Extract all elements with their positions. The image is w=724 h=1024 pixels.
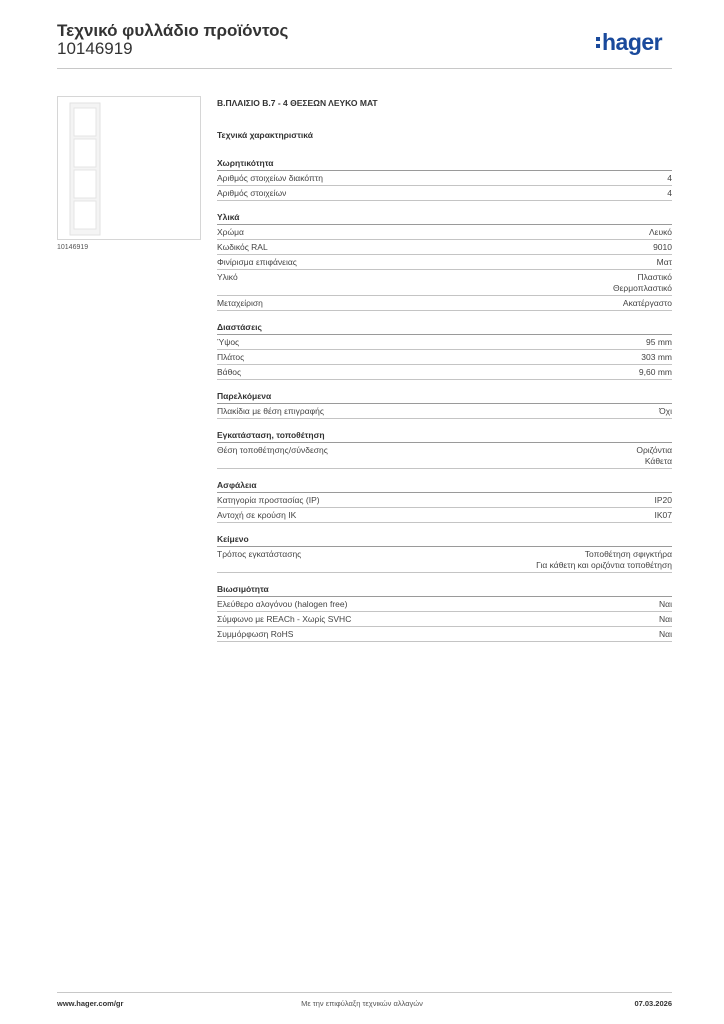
image-caption: 10146919 <box>57 244 89 251</box>
spec-group <box>217 582 672 642</box>
spec-label: Πλακίδια με θέση επιγραφής <box>217 406 324 416</box>
spec-label: Ελεύθερο αλογόνου (halogen free) <box>217 599 348 609</box>
spec-value: 4 <box>667 188 672 198</box>
group-title: Εγκατάσταση, τοποθέτηση <box>217 428 672 443</box>
spec-label: Κωδικός RAL <box>217 242 268 252</box>
spec-value: Πλαστικό Θερμοπλαστικό <box>612 272 672 293</box>
spec-value: Λευκό <box>649 227 672 237</box>
spec-row <box>217 255 672 270</box>
spec-group <box>217 156 672 201</box>
spec-value: Ματ <box>656 257 672 267</box>
document-title: Τεχνικό φυλλάδιο προϊόντος <box>57 21 289 40</box>
spec-row <box>217 404 672 419</box>
spec-label: Μεταχείριση <box>217 298 263 308</box>
footer-notice: Με την επιφύλαξη τεχνικών αλλαγών <box>301 999 423 1008</box>
spec-label: Χρώμα <box>217 227 244 237</box>
spec-value: 9010 <box>653 242 672 252</box>
spec-label: Φινίρισμα επιφάνειας <box>217 257 297 267</box>
group-title: Χωρητικότητα <box>217 156 672 171</box>
group-title: Παρελκόμενα <box>217 389 672 404</box>
spec-row <box>217 186 672 201</box>
spec-group <box>217 428 672 469</box>
hager-logo <box>596 29 662 55</box>
spec-group <box>217 389 672 419</box>
product-code: 10146919 <box>57 39 133 58</box>
spec-label: Θέση τοποθέτησης/σύνδεσης <box>217 445 328 455</box>
spec-row <box>217 240 672 255</box>
spec-label: Βάθος <box>217 367 242 377</box>
group-title: Κείμενο <box>217 532 672 547</box>
spec-value: Όχι <box>659 406 672 416</box>
spec-row <box>217 296 672 311</box>
spec-value: 4 <box>667 173 672 183</box>
footer-date: 07.03.2026 <box>634 999 672 1008</box>
logo-text: hager <box>602 29 663 55</box>
spec-content <box>217 96 672 642</box>
section-title: Τεχνικά χαρακτηριστικά <box>217 130 313 140</box>
header-divider <box>57 68 672 69</box>
group-title: Βιωσιμότητα <box>217 582 672 597</box>
spec-row <box>217 493 672 508</box>
spec-group <box>217 478 672 523</box>
spec-groups <box>217 156 672 642</box>
spec-value: Ναι <box>659 614 672 624</box>
spec-label: Κατηγορία προστασίας (IP) <box>217 495 320 505</box>
spec-label: Αριθμός στοιχείων διακόπτη <box>217 173 323 183</box>
spec-row <box>217 612 672 627</box>
spec-label: Αριθμός στοιχείων <box>217 188 287 198</box>
footer-divider <box>57 992 672 993</box>
spec-row <box>217 270 672 296</box>
spec-row <box>217 335 672 350</box>
spec-label: Σύμφωνο με REACh - Χωρίς SVHC <box>217 614 352 624</box>
spec-row <box>217 225 672 240</box>
logo-dots-icon <box>596 37 600 48</box>
spec-value: Οριζόντια Κάθετα <box>636 445 672 466</box>
spec-group <box>217 532 672 573</box>
spec-label: Υλικό <box>217 272 238 282</box>
spec-group <box>217 320 672 380</box>
spec-value: Ναι <box>659 629 672 639</box>
spec-value: 303 mm <box>641 352 672 362</box>
spec-value: IP20 <box>654 495 672 505</box>
spec-value: Τοποθέτηση σφιγκτήρα Για κάθετη και οριζόντια τοποθέτηση <box>536 549 672 570</box>
frame-product-icon <box>58 97 200 239</box>
spec-row <box>217 350 672 365</box>
spec-value: 9,60 mm <box>638 367 672 377</box>
spec-row <box>217 171 672 186</box>
spec-value: Ναι <box>659 599 672 609</box>
spec-label: Συμμόρφωση RoHS <box>217 629 294 639</box>
product-name: Β.ΠΛΑΙΣΙΟ Β.7 - 4 ΘΕΣΕΩΝ ΛΕΥΚΟ ΜΑΤ <box>217 98 378 108</box>
spec-row <box>217 443 672 469</box>
spec-value: Ακατέργαστο <box>622 298 672 308</box>
spec-row <box>217 597 672 612</box>
spec-value: 95 mm <box>646 337 672 347</box>
spec-label: Ύψος <box>217 337 240 347</box>
spec-row <box>217 547 672 573</box>
spec-value: IK07 <box>654 510 672 520</box>
spec-label: Τρόπος εγκατάστασης <box>217 549 302 559</box>
spec-group <box>217 210 672 311</box>
group-title: Ασφάλεια <box>217 478 672 493</box>
spec-row <box>217 627 672 642</box>
spec-row <box>217 365 672 380</box>
group-title: Διαστάσεις <box>217 320 672 335</box>
spec-label: Πλάτος <box>217 352 245 362</box>
product-image <box>57 96 201 240</box>
spec-label: Αντοχή σε κρούση IK <box>217 510 297 520</box>
footer-website: www.hager.com/gr <box>57 999 124 1008</box>
group-title: Υλικά <box>217 210 672 225</box>
spec-row <box>217 508 672 523</box>
